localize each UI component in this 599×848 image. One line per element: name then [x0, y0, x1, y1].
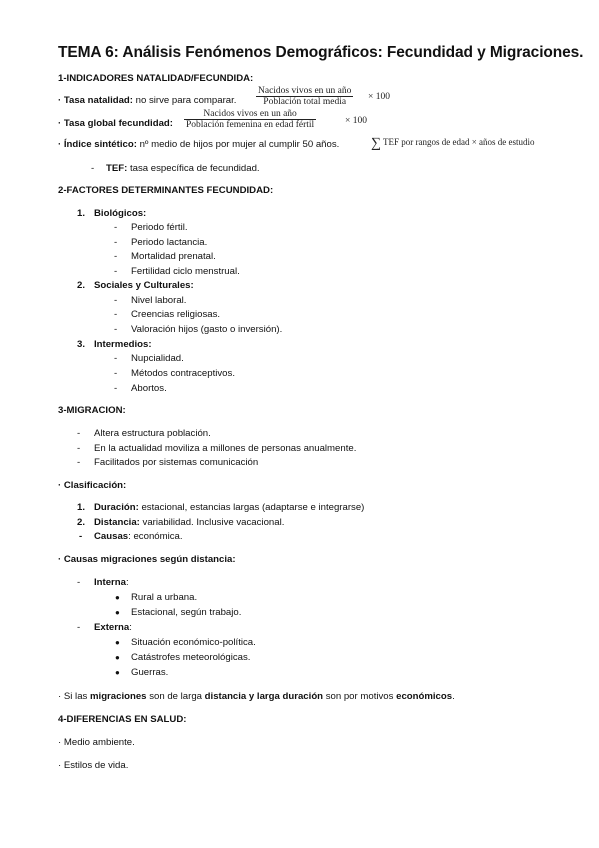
colon: :	[126, 577, 129, 588]
interna-label: Interna	[94, 577, 126, 588]
indice-sintetico-text: nº medio de hijos por mujer al cumplir 50 años.	[136, 139, 340, 150]
migraciones-conclusion	[58, 691, 455, 702]
tasa-global-line	[58, 118, 173, 129]
bullet-icon: ●	[115, 608, 120, 617]
text-run-bold: distancia y larga duración	[204, 691, 324, 702]
distancia-label: Distancia:	[94, 517, 140, 528]
tasa-natalidad-line	[58, 95, 236, 106]
list-dash: -	[114, 237, 118, 248]
bullet-icon: ●	[115, 653, 120, 662]
duracion-text: estacional, estancias largas (adaptarse e integrarse)	[138, 502, 365, 513]
formula-multiplier: × 100	[368, 92, 390, 102]
bullet-icon: ●	[115, 638, 120, 647]
list-dash: -	[77, 457, 81, 468]
causas-label: Causas	[94, 531, 129, 542]
text-run-bold: económicos	[396, 691, 453, 702]
list-dash: -	[77, 577, 81, 588]
sigma-symbol: ∑	[371, 136, 381, 151]
list-item: · Estilos de vida.	[58, 760, 129, 771]
formula-numerator: Nacidos vivos en un año	[203, 109, 297, 119]
causas-text: : económica.	[128, 531, 183, 542]
list-item: Valoración hijos (gasto o inversión).	[131, 324, 283, 335]
list-item: Métodos contraceptivos.	[131, 368, 235, 379]
text-run: son por motivos	[323, 691, 397, 702]
list-item: · Medio ambiente.	[58, 737, 135, 748]
externa-line	[94, 622, 132, 633]
list-item: Guerras.	[131, 667, 169, 678]
clasificacion-distancia	[94, 517, 284, 528]
list-item: Periodo fértil.	[131, 222, 188, 233]
list-item: Fertilidad ciclo menstrual.	[131, 266, 240, 277]
clasificacion-duracion	[94, 502, 364, 513]
tasa-global-formula	[184, 109, 316, 130]
list-dash: -	[91, 163, 95, 174]
bullet-icon: ●	[115, 593, 120, 602]
list-item: En la actualidad moviliza a millones de personas anualmente.	[94, 443, 357, 454]
list-dash: -	[79, 531, 83, 542]
text-run: son de larga	[146, 691, 205, 702]
list-dash: -	[77, 622, 81, 633]
list-dash: -	[114, 324, 118, 335]
indice-sintetico-formula	[371, 136, 535, 152]
list-dash: -	[114, 222, 118, 233]
text-run: · Si las	[58, 691, 90, 702]
formula-numerator: Nacidos vivos en un año	[258, 86, 352, 96]
document-title: TEMA 6: Análisis Fenómenos Demográficos: Fecundidad y Migraciones.	[58, 44, 584, 61]
group-intermedios-label: Intermedios:	[94, 339, 152, 350]
group-number: 3.	[77, 339, 86, 350]
indice-sintetico-line	[58, 139, 339, 150]
causas-heading: · Causas migraciones según distancia:	[58, 554, 236, 565]
text-run-bold: migraciones	[90, 691, 147, 702]
list-item: Rural a urbana.	[131, 592, 198, 603]
group-biologicos-label: Biológicos:	[94, 208, 147, 219]
formula-denominator: Población femenina en edad fértil	[186, 120, 315, 130]
tef-label: TEF:	[106, 163, 128, 174]
externa-label: Externa	[94, 622, 130, 633]
list-item: Abortos.	[131, 383, 167, 394]
colon: :	[129, 622, 132, 633]
list-item: Creencias religiosas.	[131, 309, 221, 320]
clasificacion-heading: · Clasificación:	[58, 480, 127, 491]
indice-sintetico-label: · Índice sintético:	[58, 139, 137, 150]
section-4-heading: 4-DIFERENCIAS EN SALUD:	[58, 714, 187, 725]
list-item: Catástrofes meteorológicas.	[131, 652, 251, 663]
list-number: 2.	[77, 517, 86, 528]
clasificacion-causas	[94, 531, 183, 542]
formula-denominator: Población total media	[256, 96, 353, 107]
section-2-heading: 2-FACTORES DETERMINANTES FECUNDIDAD:	[58, 185, 274, 196]
list-dash: -	[114, 309, 118, 320]
tasa-global-label: · Tasa global fecundidad:	[58, 118, 173, 129]
sum-expression: TEF por rangos de edad × años de estudio	[382, 137, 535, 147]
list-item: Altera estructura población.	[94, 428, 211, 439]
bullet-icon: ●	[115, 668, 120, 677]
tef-text: tasa específica de fecundidad.	[127, 163, 260, 174]
tasa-natalidad-text: no sirve para comparar.	[133, 95, 237, 106]
tef-line	[106, 163, 260, 174]
group-sociales-label: Sociales y Culturales:	[94, 280, 194, 291]
list-dash: -	[114, 383, 118, 394]
distancia-text: variabilidad. Inclusive vacacional.	[139, 517, 285, 528]
list-item: Situación económico-política.	[131, 637, 256, 648]
section-1-heading: 1-INDICADORES NATALIDAD/FECUNDIDA:	[58, 73, 254, 84]
list-item: Nupcialidad.	[131, 353, 184, 364]
formula-multiplier: × 100	[345, 116, 367, 126]
tasa-natalidad-label: · Tasa natalidad:	[58, 95, 133, 106]
section-3-heading: 3-MIGRACION:	[58, 405, 126, 416]
group-number: 1.	[77, 208, 86, 219]
list-item: Nivel laboral.	[131, 295, 187, 306]
list-item: Periodo lactancia.	[131, 237, 208, 248]
interna-line	[94, 577, 129, 588]
text-run: .	[452, 691, 455, 702]
list-dash: -	[114, 295, 118, 306]
group-number: 2.	[77, 280, 86, 291]
list-dash: -	[77, 428, 81, 439]
list-dash: -	[114, 266, 118, 277]
list-dash: -	[114, 353, 118, 364]
list-number: 1.	[77, 502, 86, 513]
list-item: Mortalidad prenatal.	[131, 251, 216, 262]
list-item: Estacional, según trabajo.	[131, 607, 242, 618]
list-dash: -	[114, 368, 118, 379]
list-dash: -	[77, 443, 81, 454]
duracion-label: Duración:	[94, 502, 139, 513]
list-item: Facilitados por sistemas comunicación	[94, 457, 259, 468]
list-dash: -	[114, 251, 118, 262]
tasa-natalidad-formula	[256, 86, 353, 107]
